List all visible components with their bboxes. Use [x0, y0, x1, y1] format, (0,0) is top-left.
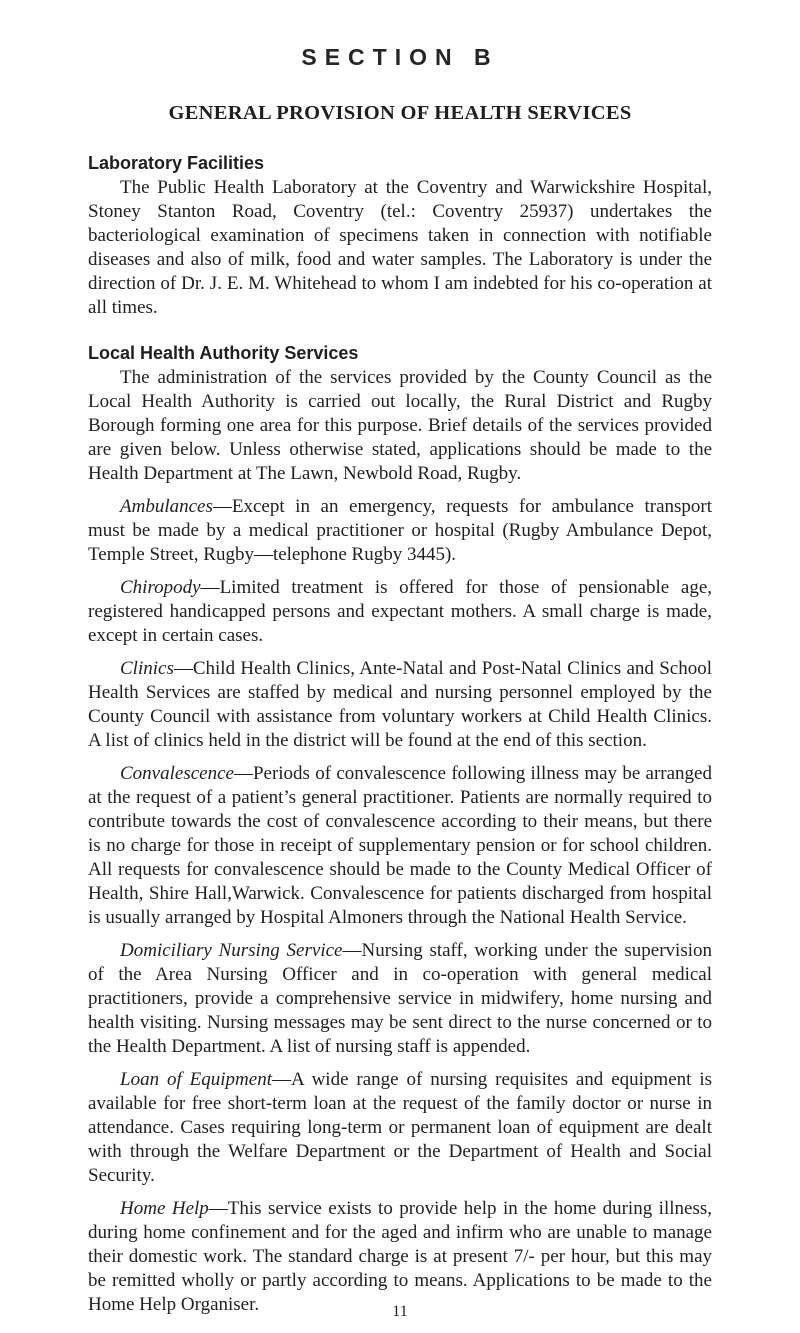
- page-number: 11: [392, 1303, 408, 1320]
- local-health-heading: Local Health Authority Services: [88, 343, 359, 363]
- section-label: SECTION B: [301, 44, 499, 70]
- laboratory-paragraph: The Public Health Laboratory at the Coventry and Warwickshire Hospital, Stoney Stanton Road, Coventry (tel.: Coventry 25937) undertakes the bacteriological examination of specimens taken in connection with notifiable diseases and also of milk, food and water samples. The Laboratory is under the direction of Dr. J. E. M. Whitehead to whom I am indebted for his co-operation at all times.: [88, 177, 712, 318]
- service-text: —A wide range of nursing requisites and equipment is available for free short-term loan at the request of the family doctor or nurse in attendance. Cases requiring long-term or permanent loan of equipment are dealt with through the Welfare Department or the Department of Health and Social Security.: [88, 1069, 712, 1186]
- service-term: Chiropody: [120, 577, 201, 598]
- service-term: Loan of Equipment: [120, 1069, 272, 1090]
- service-clinics: [88, 657, 712, 753]
- service-ambulances: [88, 495, 712, 567]
- service-domiciliary-nursing: [88, 939, 712, 1059]
- page-title: GENERAL PROVISION OF HEALTH SERVICES: [168, 102, 632, 124]
- service-text: —Periods of convalescence following illness may be arranged at the request of a patient’s general practitioner. Patients are normally required to contribute towards the cost of convalescence according to their means, but there is no charge for those in receipt of supplementary pension or for school children. All requests for convalescence should be made to the County Medical Officer of Health, Shire Hall,Warwick. Convalescence for patients discharged from hospital is usually arranged by Hospital Almoners through the National Health Service.: [88, 763, 712, 928]
- service-term: Convalescence: [120, 763, 234, 784]
- service-text: —This service exists to provide help in the home during illness, during home confinement and for the aged and infirm who are unable to manage their domestic work. The standard charge is at present 7/- per hour, but this may be remitted wholly or partly according to means. Applications to be made to the Home Help Organiser.: [88, 1198, 712, 1315]
- service-loan-of-equipment: [88, 1068, 712, 1188]
- laboratory-heading: Laboratory Facilities: [88, 153, 265, 173]
- service-convalescence: [88, 762, 712, 930]
- service-chiropody: [88, 576, 712, 648]
- service-term: Clinics: [120, 658, 174, 679]
- local-health-intro: The administration of the services provided by the County Council as the Local Health Authority is carried out locally, the Rural District and Rugby Borough forming one area for this purpose. Brief details of the services provided are given below. Unless otherwise stated, applications should be made to the Health Department at The Lawn, Newbold Road, Rugby.: [88, 367, 712, 484]
- service-text: —Limited treatment is offered for those of pensionable age, registered handicapped persons and expectant mothers. A small charge is made, except in certain cases.: [88, 577, 712, 646]
- service-text: —Except in an emergency, requests for ambulance transport must be made by a medical practitioner or hospital (Rugby Ambulance Depot, Temple Street, Rugby—telephone Rugby 3445).: [88, 496, 712, 565]
- service-term: Home Help: [120, 1198, 209, 1219]
- service-text: —Nursing staff, working under the supervision of the Area Nursing Officer and in co-operation with general medical practitioners, provide a comprehensive service in midwifery, home nursing and health visiting. Nursing messages may be sent direct to the nurse concerned or to the Health Department. A list of nursing staff is appended.: [88, 940, 713, 1057]
- service-text: —Child Health Clinics, Ante-Natal and Post-Natal Clinics and School Health Services are staffed by medical and nursing personnel employed by the County Council with assistance from voluntary workers at Child Health Clinics. A list of clinics held in the district will be found at the end of this section.: [88, 658, 712, 751]
- service-home-help: [88, 1197, 712, 1317]
- service-term: Domiciliary Nursing Service: [120, 940, 343, 961]
- service-term: Ambulances: [120, 496, 213, 517]
